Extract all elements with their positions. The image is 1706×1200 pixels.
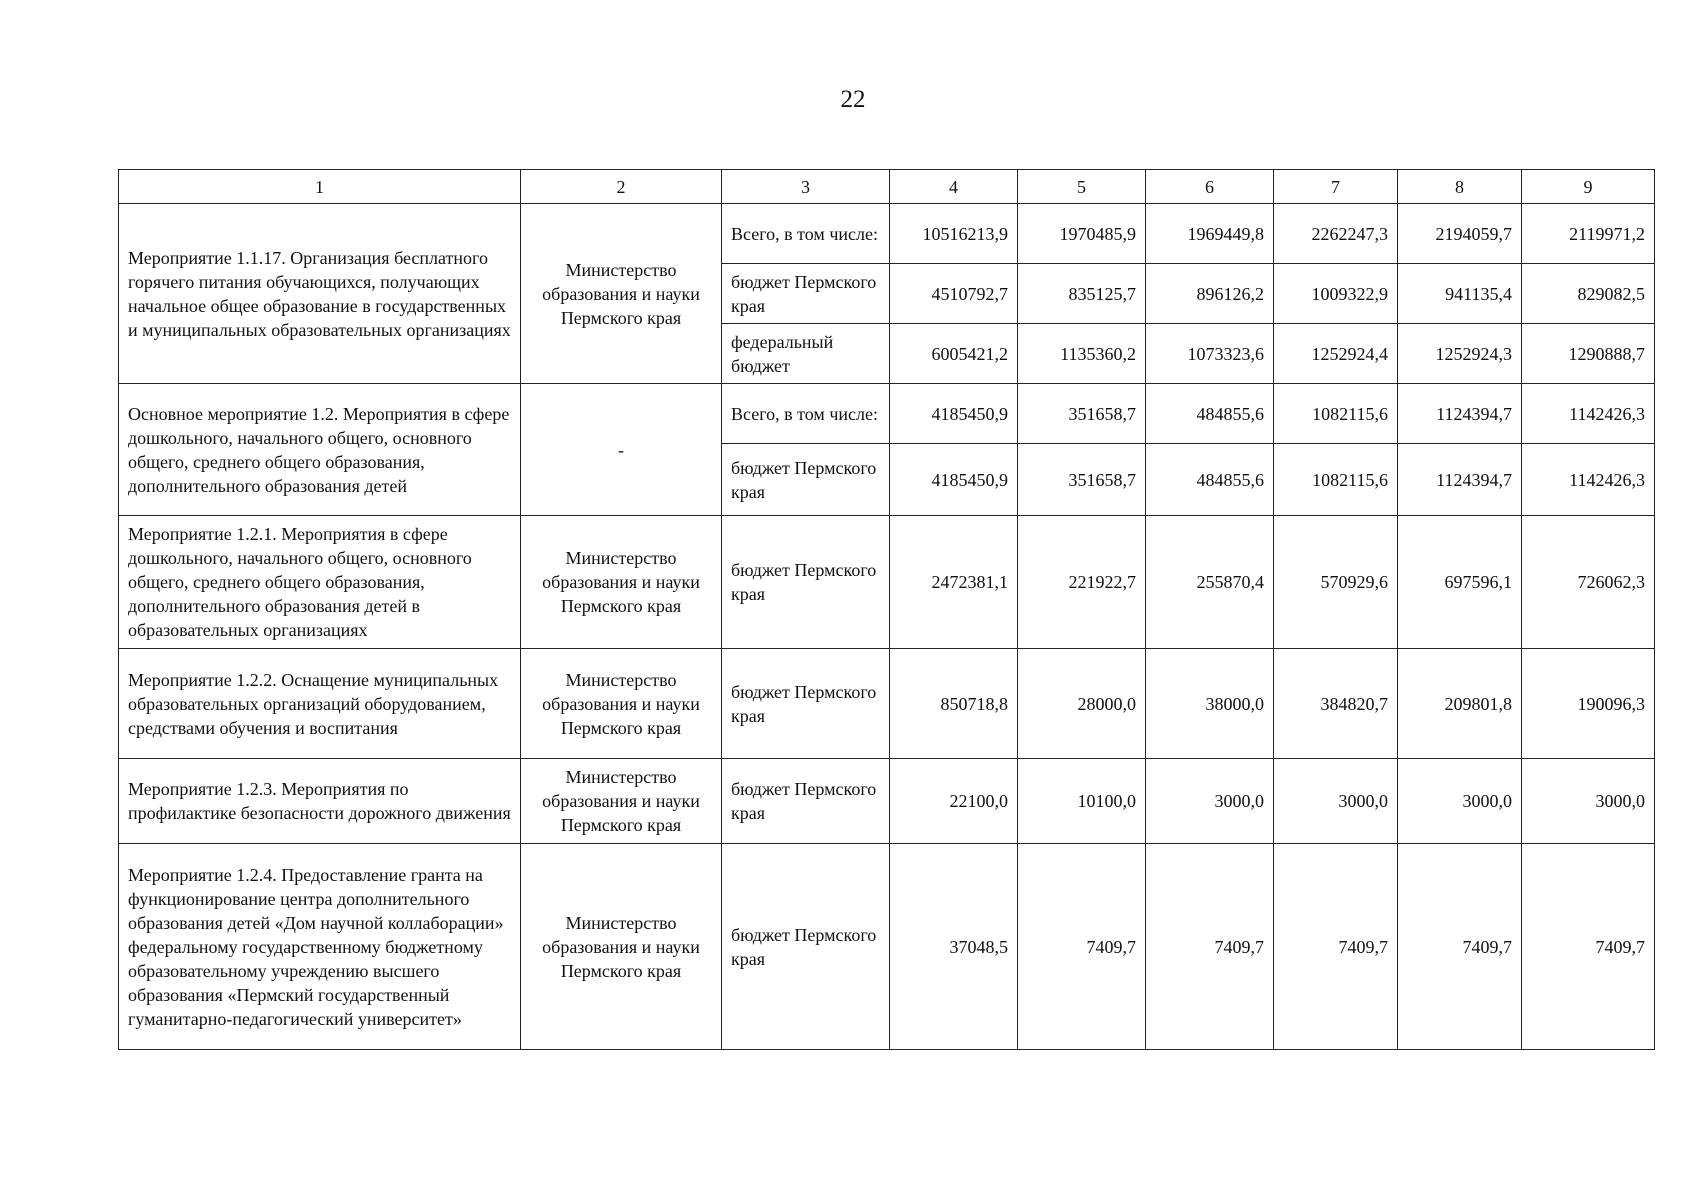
value-cell: 1142426,3 bbox=[1522, 384, 1655, 444]
value-cell: 7409,7 bbox=[1522, 844, 1655, 1050]
value-cell: 7409,7 bbox=[1018, 844, 1146, 1050]
executor: Министерство образования и науки Пермского края bbox=[521, 844, 722, 1050]
column-header: 1 bbox=[119, 170, 521, 204]
value-cell: 1969449,8 bbox=[1146, 204, 1274, 264]
value-cell: 4185450,9 bbox=[890, 444, 1018, 516]
value-cell: 1082115,6 bbox=[1274, 444, 1398, 516]
executor: Министерство образования и науки Пермского края bbox=[521, 204, 722, 384]
funding-source: Всего, в том числе: bbox=[722, 384, 890, 444]
funding-source: бюджет Пермского края bbox=[722, 516, 890, 649]
value-cell: 570929,6 bbox=[1274, 516, 1398, 649]
value-cell: 2119971,2 bbox=[1522, 204, 1655, 264]
value-cell: 1252924,4 bbox=[1274, 324, 1398, 384]
value-cell: 1142426,3 bbox=[1522, 444, 1655, 516]
value-cell: 22100,0 bbox=[890, 759, 1018, 844]
funding-source: бюджет Пермского края bbox=[722, 759, 890, 844]
column-header: 7 bbox=[1274, 170, 1398, 204]
value-cell: 896126,2 bbox=[1146, 264, 1274, 324]
value-cell: 7409,7 bbox=[1274, 844, 1398, 1050]
value-cell: 835125,7 bbox=[1018, 264, 1146, 324]
value-cell: 209801,8 bbox=[1398, 649, 1522, 759]
value-cell: 3000,0 bbox=[1398, 759, 1522, 844]
value-cell: 351658,7 bbox=[1018, 444, 1146, 516]
value-cell: 3000,0 bbox=[1274, 759, 1398, 844]
value-cell: 726062,3 bbox=[1522, 516, 1655, 649]
column-header: 8 bbox=[1398, 170, 1522, 204]
value-cell: 4510792,7 bbox=[890, 264, 1018, 324]
table-row bbox=[119, 759, 1655, 844]
value-cell: 351658,7 bbox=[1018, 384, 1146, 444]
column-header: 2 bbox=[521, 170, 722, 204]
value-cell: 37048,5 bbox=[890, 844, 1018, 1050]
executor: Министерство образования и науки Пермского края bbox=[521, 516, 722, 649]
value-cell: 697596,1 bbox=[1398, 516, 1522, 649]
value-cell: 4185450,9 bbox=[890, 384, 1018, 444]
value-cell: 3000,0 bbox=[1522, 759, 1655, 844]
value-cell: 6005421,2 bbox=[890, 324, 1018, 384]
value-cell: 28000,0 bbox=[1018, 649, 1146, 759]
activity-name: Основное мероприятие 1.2. Мероприятия в сфере дошкольного, начального общего, основного общего, среднего общего образования, дополнительного образования детей bbox=[119, 384, 521, 516]
value-cell: 941135,4 bbox=[1398, 264, 1522, 324]
value-cell: 484855,6 bbox=[1146, 384, 1274, 444]
value-cell: 1135360,2 bbox=[1018, 324, 1146, 384]
table-row bbox=[119, 204, 1655, 264]
value-cell: 3000,0 bbox=[1146, 759, 1274, 844]
value-cell: 1290888,7 bbox=[1522, 324, 1655, 384]
value-cell: 2472381,1 bbox=[890, 516, 1018, 649]
value-cell: 1970485,9 bbox=[1018, 204, 1146, 264]
table-row bbox=[119, 516, 1655, 649]
value-cell: 221922,7 bbox=[1018, 516, 1146, 649]
funding-source: федеральный бюджет bbox=[722, 324, 890, 384]
column-header: 9 bbox=[1522, 170, 1655, 204]
page-number: 22 bbox=[840, 86, 866, 113]
value-cell: 384820,7 bbox=[1274, 649, 1398, 759]
executor: Министерство образования и науки Пермского края bbox=[521, 759, 722, 844]
funding-source: Всего, в том числе: bbox=[722, 204, 890, 264]
funding-source: бюджет Пермского края bbox=[722, 264, 890, 324]
activity-name: Мероприятие 1.2.3. Мероприятия по профилактике безопасности дорожного движения bbox=[119, 759, 521, 844]
activity-name: Мероприятие 1.2.4. Предоставление гранта на функционирование центра дополнительного образования детей «Дом научной коллаборации» федеральному государственному бюджетному образовательному учреждению высшего образования «Пермский государственный гуманитарно-педагогический университет» bbox=[119, 844, 521, 1050]
column-header: 4 bbox=[890, 170, 1018, 204]
value-cell: 1124394,7 bbox=[1398, 384, 1522, 444]
executor: Министерство образования и науки Пермского края bbox=[521, 649, 722, 759]
column-header: 5 bbox=[1018, 170, 1146, 204]
funding-source: бюджет Пермского края bbox=[722, 649, 890, 759]
executor: - bbox=[521, 384, 722, 516]
column-header: 3 bbox=[722, 170, 890, 204]
value-cell: 10516213,9 bbox=[890, 204, 1018, 264]
value-cell: 2262247,3 bbox=[1274, 204, 1398, 264]
value-cell: 1009322,9 bbox=[1274, 264, 1398, 324]
column-header: 6 bbox=[1146, 170, 1274, 204]
value-cell: 484855,6 bbox=[1146, 444, 1274, 516]
table-row bbox=[119, 649, 1655, 759]
funding-source: бюджет Пермского края bbox=[722, 844, 890, 1050]
value-cell: 850718,8 bbox=[890, 649, 1018, 759]
value-cell: 255870,4 bbox=[1146, 516, 1274, 649]
budget-table bbox=[118, 169, 1655, 1050]
value-cell: 2194059,7 bbox=[1398, 204, 1522, 264]
value-cell: 7409,7 bbox=[1146, 844, 1274, 1050]
activity-name: Мероприятие 1.2.1. Мероприятия в сфере дошкольного, начального общего, основного общего, среднего общего образования, дополнительного образования детей в образовательных организациях bbox=[119, 516, 521, 649]
value-cell: 38000,0 bbox=[1146, 649, 1274, 759]
header-row bbox=[119, 170, 1655, 204]
activity-name: Мероприятие 1.1.17. Организация бесплатного горячего питания обучающихся, получающих начальное общее образование в государственных и муниципальных образовательных организациях bbox=[119, 204, 521, 384]
value-cell: 7409,7 bbox=[1398, 844, 1522, 1050]
value-cell: 829082,5 bbox=[1522, 264, 1655, 324]
funding-source: бюджет Пермского края bbox=[722, 444, 890, 516]
table-row bbox=[119, 384, 1655, 444]
value-cell: 10100,0 bbox=[1018, 759, 1146, 844]
table-row bbox=[119, 844, 1655, 1050]
activity-name: Мероприятие 1.2.2. Оснащение муниципальных образовательных организаций оборудованием, средствами обучения и воспитания bbox=[119, 649, 521, 759]
value-cell: 1252924,3 bbox=[1398, 324, 1522, 384]
value-cell: 1082115,6 bbox=[1274, 384, 1398, 444]
value-cell: 190096,3 bbox=[1522, 649, 1655, 759]
value-cell: 1124394,7 bbox=[1398, 444, 1522, 516]
value-cell: 1073323,6 bbox=[1146, 324, 1274, 384]
